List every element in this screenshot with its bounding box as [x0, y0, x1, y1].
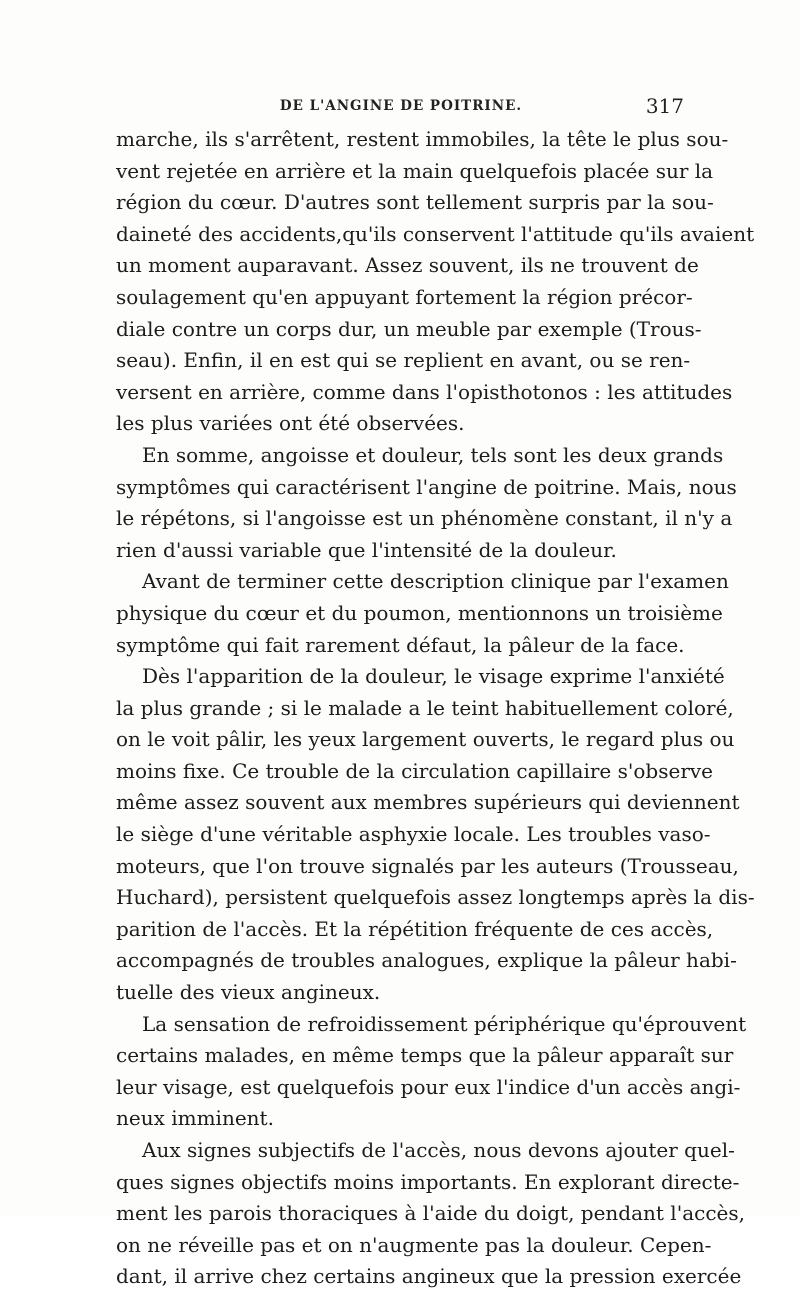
text-line: ment les parois thoraciques à l'aide du doigt, pendant l'accès,: [116, 1201, 745, 1226]
text-line: diale contre un corps dur, un meuble par exemple (Trous-: [116, 316, 702, 341]
text-line: Avant de terminer cette description clinique par l'examen: [142, 569, 729, 594]
text-line: symptôme qui fait rarement défaut, la pâleur de la face.: [116, 632, 685, 657]
text-line: versent en arrière, comme dans l'opisthotonos : les attitudes: [116, 379, 733, 404]
text-line: parition de l'accès. Et la répétition fréquente de ces accès,: [116, 916, 714, 941]
text-line: accompagnés de troubles analogues, explique la pâleur habi-: [116, 948, 737, 973]
text-line: leur visage, est quelquefois pour eux l'indice d'un accès angi-: [116, 1074, 741, 1099]
text-line: physique du cœur et du poumon, mentionnons un troisième: [116, 600, 723, 625]
text-line: La sensation de refroidissement périphérique qu'éprouvent: [142, 1011, 747, 1036]
text-line: marche, ils s'arrêtent, restent immobiles, la tête le plus sou-: [116, 127, 729, 151]
text-line: Dès l'apparition de la douleur, le visage exprime l'anxiété: [142, 664, 725, 689]
text-line: soulagement qu'en appuyant fortement la région précor-: [116, 284, 693, 309]
paragraph: [116, 1135, 745, 1293]
text-line: le répétons, si l'angoisse est un phénomène constant, il n'y a: [116, 506, 733, 531]
text-line: Aux signes subjectifs de l'accès, nous devons ajouter quel-: [142, 1138, 735, 1162]
text-line: moteurs, que l'on trouve signalés par les auteurs (Trousseau,: [116, 853, 739, 878]
text-line: on ne réveille pas et on n'augmente pas la douleur. Cepen-: [116, 1232, 712, 1257]
text-line: tuelle des vieux angineux.: [116, 980, 381, 1005]
text-line: Huchard), persistent quelquefois assez longtemps après la dis-: [116, 885, 755, 910]
text-line: En somme, angoisse et douleur, tels sont les deux grands: [142, 442, 724, 467]
text-line: certains malades, en même temps que la pâleur apparaît sur: [116, 1043, 734, 1068]
text-line: région du cœur. D'autres sont tellement surpris par la sou-: [116, 190, 714, 215]
text-line: dant, il arrive chez certains angineux que la pression exercée: [116, 1264, 742, 1289]
text-line: vent rejetée en arrière et la main quelquefois placée sur la: [116, 158, 714, 183]
text-line: la plus grande ; si le malade a le teint habituellement coloré,: [116, 695, 734, 720]
text-line: un moment auparavant. Assez souvent, ils ne trouvent de: [116, 253, 699, 278]
text-line: on le voit pâlir, les yeux largement ouverts, le regard plus ou: [116, 727, 735, 752]
paragraph: [116, 1009, 747, 1135]
paragraph: [116, 566, 729, 661]
text-line: symptômes qui caractérisent l'angine de poitrine. Mais, nous: [116, 474, 737, 499]
paragraph: [116, 124, 755, 440]
text-line: les plus variées ont été observées.: [116, 411, 465, 436]
running-title: DE L'ANGINE DE POITRINE.: [279, 98, 523, 114]
paragraph: [116, 661, 755, 1009]
text-line: rien d'aussi variable que l'intensité de la douleur.: [116, 537, 617, 562]
text-line: même assez souvent aux membres supérieurs qui deviennent: [116, 790, 740, 815]
running-head: [118, 94, 684, 120]
text-line: neux imminent.: [116, 1106, 274, 1131]
text-line: daineté des accidents,qu'ils conservent l'attitude qu'ils avaient: [116, 221, 755, 246]
text-line: moins fixe. Ce trouble de la circulation capillaire s'observe: [116, 758, 714, 783]
page-number: 317: [645, 94, 684, 118]
text-line: seau). Enfin, il en est qui se replient en avant, ou se ren-: [116, 348, 691, 373]
body-text: [116, 124, 755, 1293]
text-line: ques signes objectifs moins importants. En explorant directe-: [116, 1169, 740, 1194]
paragraph: [116, 440, 737, 566]
text-line: le siège d'une véritable asphyxie locale. Les troubles vaso-: [116, 822, 711, 847]
